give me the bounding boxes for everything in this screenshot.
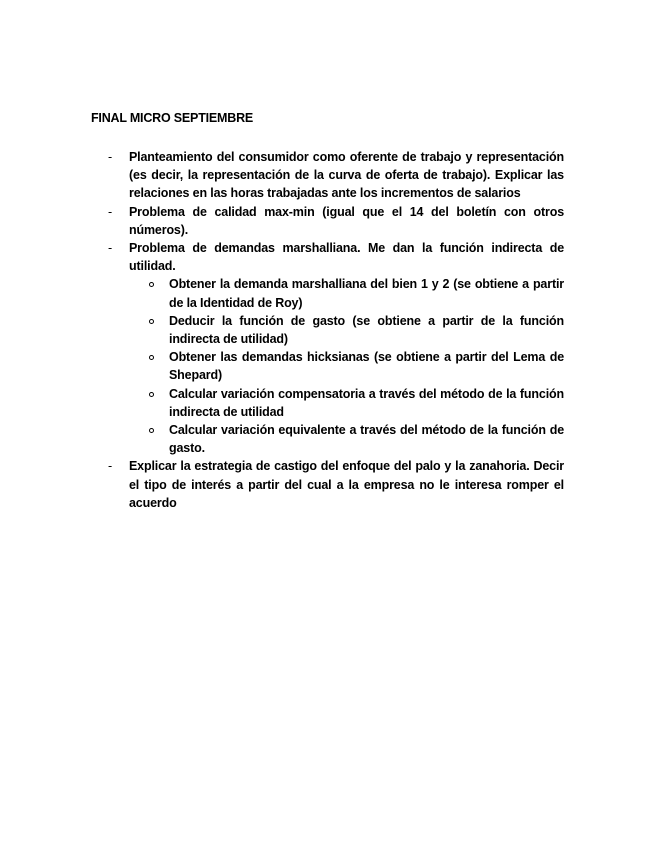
circle-bullet-icon	[149, 392, 154, 397]
exam-topic-list	[108, 148, 564, 512]
sub-list-item	[129, 275, 564, 311]
dash-bullet: -	[108, 241, 113, 256]
circle-bullet-icon	[149, 319, 154, 324]
sub-list-item-text: Obtener la demanda marshalliana del bien 1 y 2 (se obtiene a partir de la Identidad de Roy)	[169, 277, 564, 310]
list-item-text: Planteamiento del consumidor como oferente de trabajo y representación (es decir, la representación de la curva de oferta de trabajo). Explicar las relaciones en las horas trabajadas ante los incrementos de salarios	[129, 150, 564, 201]
sub-list-item-text: Calcular variación equivalente a través del método de la función de gasto.	[169, 423, 564, 456]
circle-bullet-icon	[149, 282, 154, 287]
list-item	[108, 239, 564, 457]
list-item	[108, 457, 564, 512]
sub-list-item	[129, 312, 564, 348]
list-item	[108, 203, 564, 239]
dash-bullet: -	[108, 459, 113, 474]
dash-bullet: -	[108, 204, 113, 219]
dash-bullet: -	[108, 150, 113, 164]
sub-list-item-text: Calcular variación compensatoria a través del método de la función indirecta de utilidad	[169, 386, 564, 419]
sub-list-item	[129, 385, 564, 421]
sub-list-item-text: Obtener las demandas hicksianas (se obtiene a partir del Lema de Shepard)	[169, 350, 564, 383]
list-item	[108, 148, 564, 203]
sub-list-item-text: Deducir la función de gasto (se obtiene a partir de la función indirecta de utilidad)	[169, 313, 564, 347]
document-title: FINAL MICRO SEPTIEMBRE	[91, 111, 254, 125]
sub-list-item	[129, 421, 564, 457]
sub-list-item	[129, 348, 564, 384]
circle-bullet-icon	[149, 428, 154, 433]
list-item-text: Problema de demandas marshalliana. Me dan la función indirecta de utilidad.	[129, 241, 564, 274]
circle-bullet-icon	[149, 355, 154, 360]
sub-list	[129, 275, 564, 457]
list-item-text: Problema de calidad max-min (igual que el 14 del boletín con otros números).	[129, 204, 564, 237]
list-item-text: Explicar la estrategia de castigo del enfoque del palo y la zanahoria. Decir el tipo de interés a partir del cual a la empresa no le interesa romper el acuerdo	[129, 459, 564, 510]
